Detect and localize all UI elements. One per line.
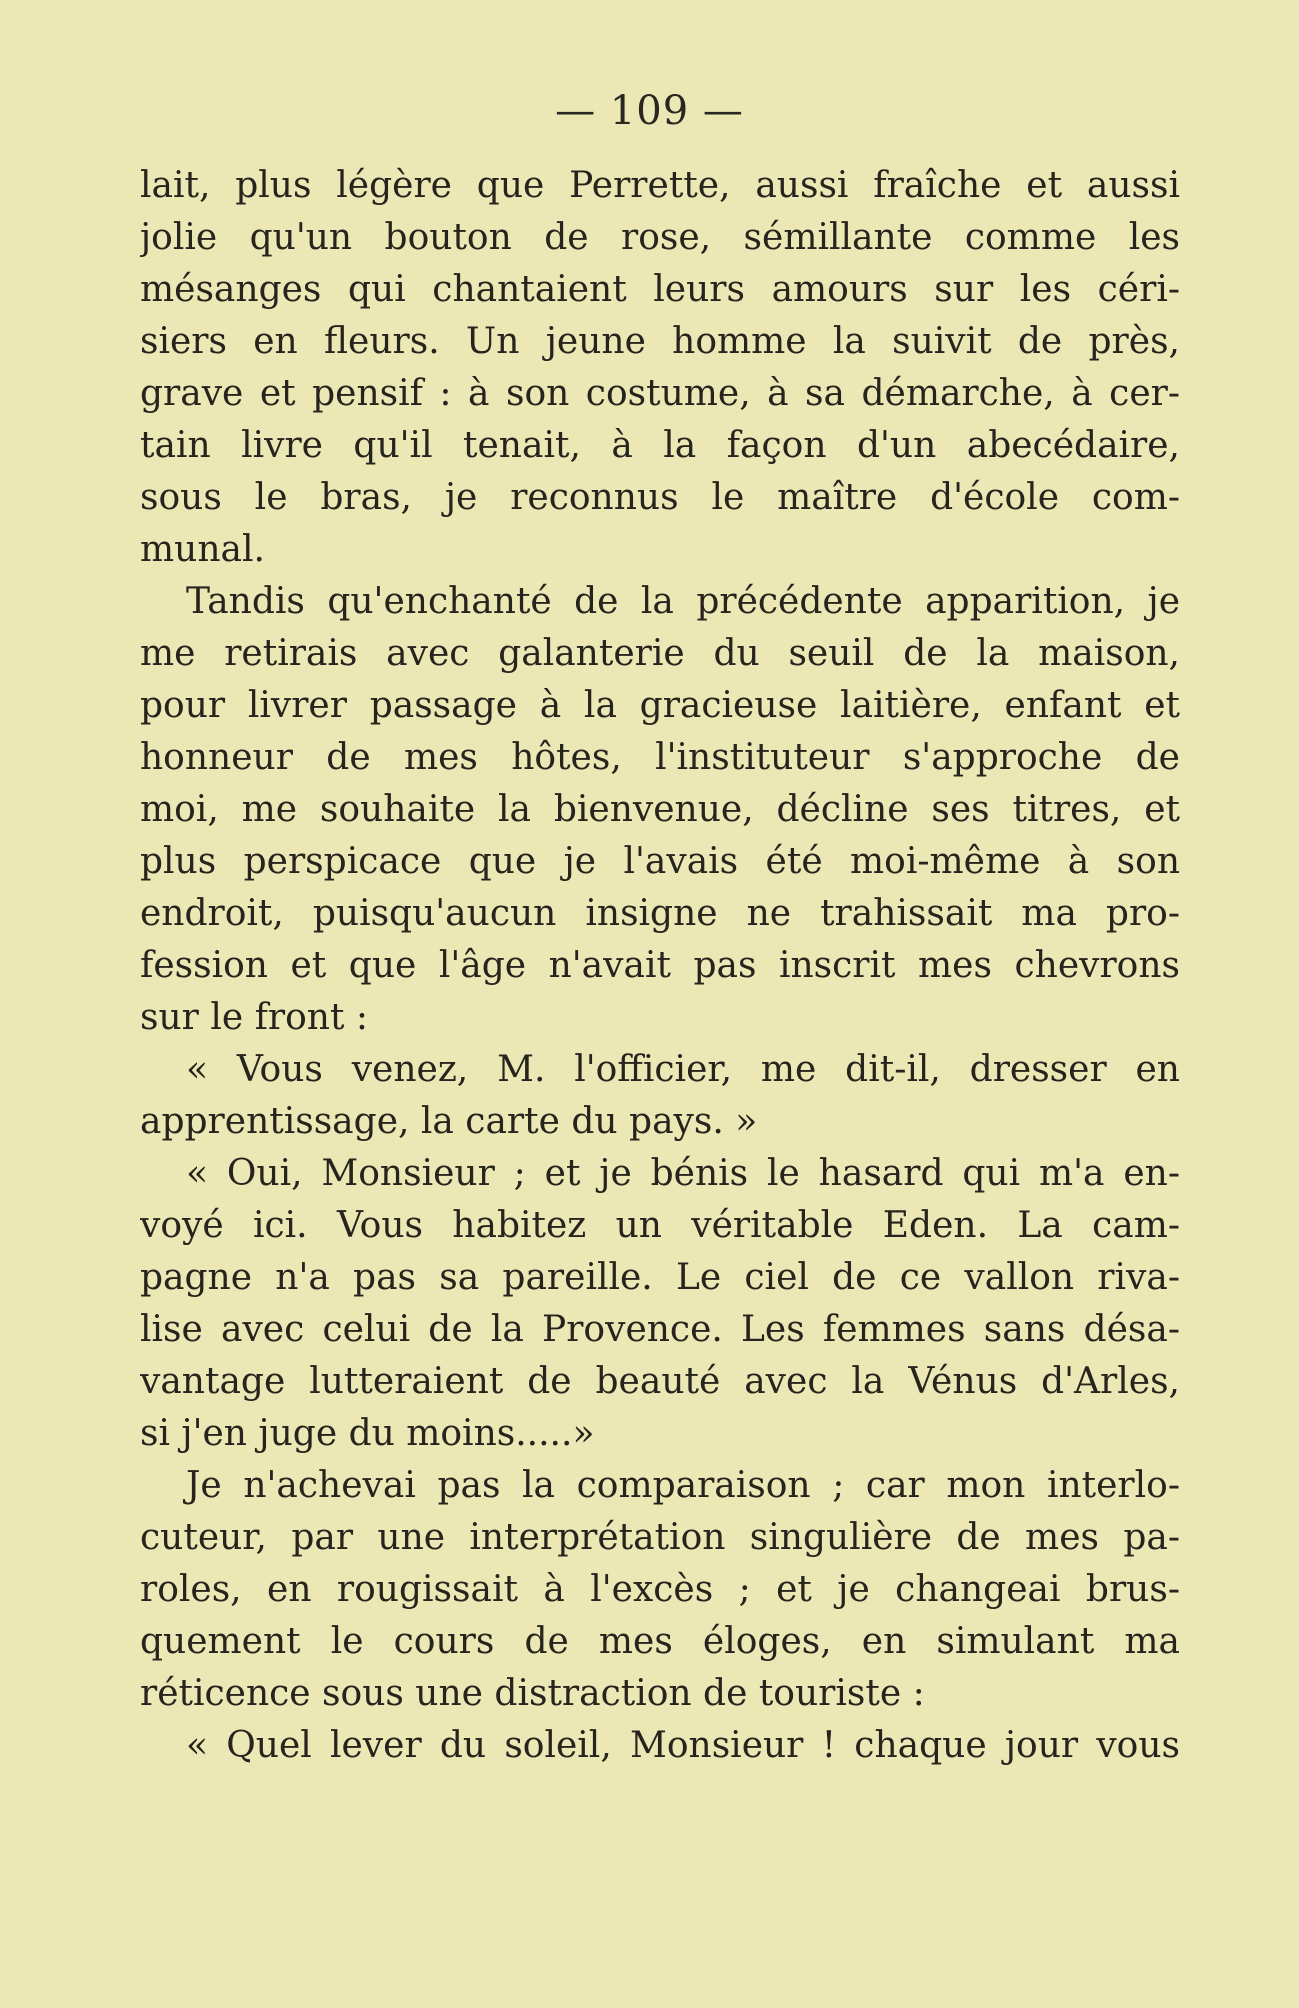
text-line: Tandis qu'enchanté de la précédente apparition, je xyxy=(186,581,1180,622)
text-line: mésanges qui chantaient leurs amours sur les céri- xyxy=(140,269,1180,310)
text-line: me retirais avec galanterie du seuil de la maison, xyxy=(140,633,1180,674)
text-line: Je n'achevai pas la comparaison ; car mon interlo- xyxy=(186,1465,1180,1506)
text-line: « Vous venez, M. l'officier, me dit-il, dresser en xyxy=(186,1049,1180,1090)
text-line: si j'en juge du moins.....» xyxy=(140,1413,595,1454)
text-line: sous le bras, je reconnus le maître d'école com- xyxy=(140,477,1180,518)
text-line: sur le front : xyxy=(140,997,369,1038)
text-line: pour livrer passage à la gracieuse laitière, enfant et xyxy=(140,685,1180,726)
text-line: cuteur, par une interprétation singulière de mes pa- xyxy=(140,1517,1180,1558)
text-line: moi, me souhaite la bienvenue, décline ses titres, et xyxy=(140,789,1180,830)
page-number: — 109 — xyxy=(555,88,744,134)
text-line: honneur de mes hôtes, l'instituteur s'approche de xyxy=(140,737,1180,778)
text-line: apprentissage, la carte du pays. » xyxy=(140,1101,758,1142)
text-line: réticence sous une distraction de touriste : xyxy=(140,1673,925,1714)
text-line: « Quel lever du soleil, Monsieur ! chaque jour vous xyxy=(186,1725,1180,1766)
text-line: tain livre qu'il tenait, à la façon d'un abecédaire, xyxy=(140,425,1180,466)
text-line: munal. xyxy=(140,529,265,570)
text-line: quement le cours de mes éloges, en simulant ma xyxy=(140,1621,1180,1662)
text-line: endroit, puisqu'aucun insigne ne trahissait ma pro- xyxy=(140,893,1180,934)
text-line: grave et pensif : à son costume, à sa démarche, à cer- xyxy=(140,373,1180,414)
text-line: vantage lutteraient de beauté avec la Vénus d'Arles, xyxy=(140,1361,1180,1402)
text-line: lait, plus légère que Perrette, aussi fraîche et aussi xyxy=(140,165,1180,206)
text-line: voyé ici. Vous habitez un véritable Eden. La cam- xyxy=(140,1205,1180,1246)
text-line: fession et que l'âge n'avait pas inscrit mes chevrons xyxy=(140,945,1180,986)
body-text xyxy=(140,160,1180,1772)
text-line: jolie qu'un bouton de rose, sémillante comme les xyxy=(140,217,1180,258)
text-line: lise avec celui de la Provence. Les femmes sans désa- xyxy=(140,1309,1180,1350)
text-line: pagne n'a pas sa pareille. Le ciel de ce vallon riva- xyxy=(140,1257,1180,1298)
text-line: roles, en rougissait à l'excès ; et je changeai brus- xyxy=(140,1569,1180,1610)
text-line: « Oui, Monsieur ; et je bénis le hasard qui m'a en- xyxy=(186,1153,1180,1194)
text-line: siers en fleurs. Un jeune homme la suivit de près, xyxy=(140,321,1180,362)
text-line: plus perspicace que je l'avais été moi-même à son xyxy=(140,841,1180,882)
